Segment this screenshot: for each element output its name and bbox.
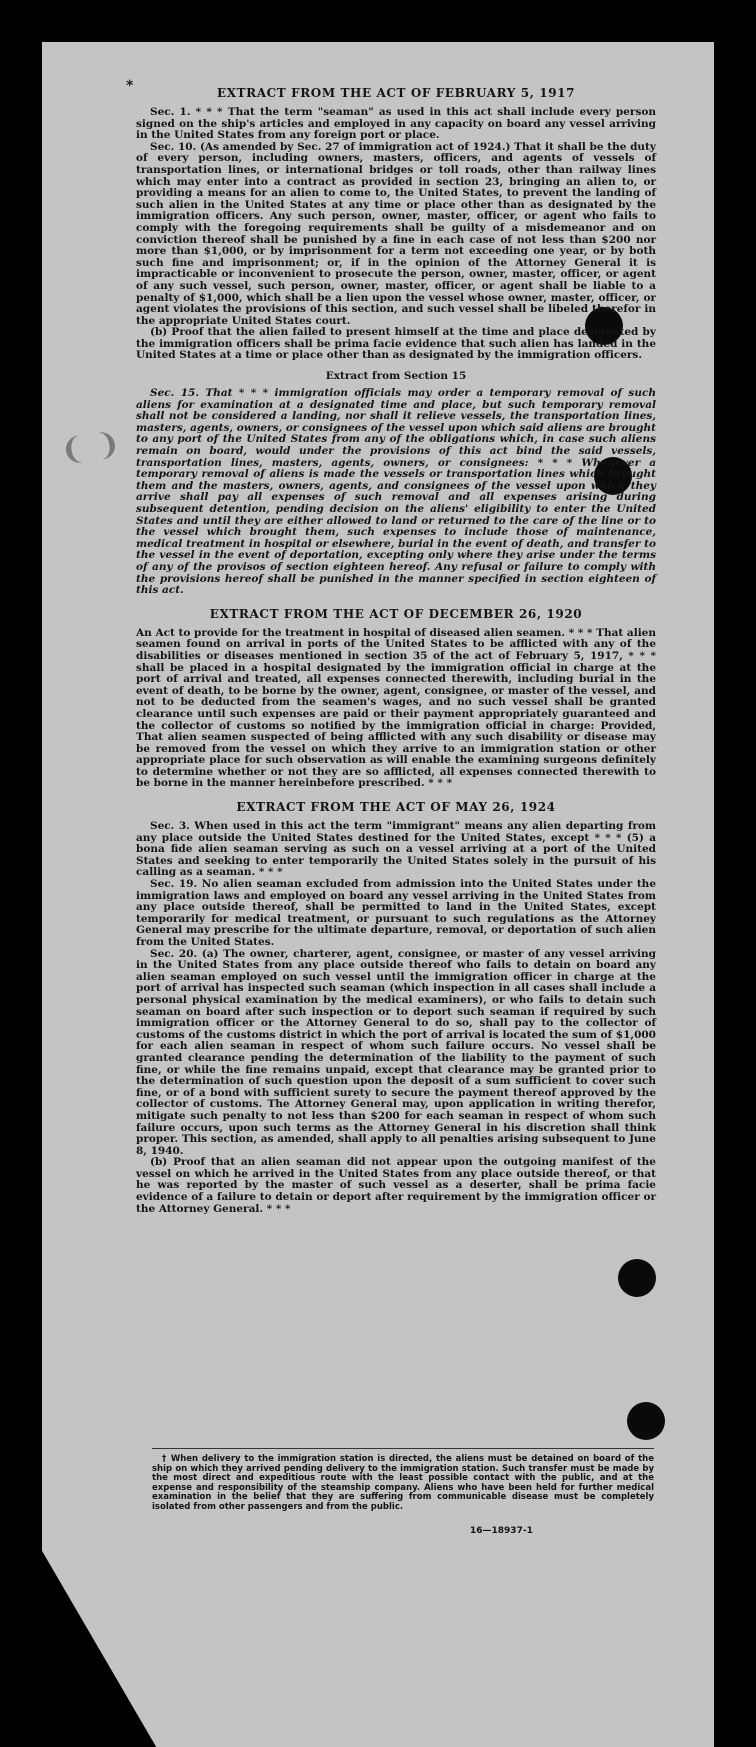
footnote xyxy=(152,1448,654,1513)
paragraph: Sec. 3. When used in this act the term "immigrant" means any alien departing from any place outside the United States destined for the United States, except * * * (5) a bona fide alien seaman serving as such on a vessel arriving at a port of the United States and seeking to enter temporarily the United States solely in the pursuit of his calling as a seaman. * * * xyxy=(136,820,656,879)
section-title: EXTRACT FROM THE ACT OF MAY 26, 1924 xyxy=(236,800,556,815)
paragraph: (b) Proof that an alien seaman did not appear upon the outgoing manifest of the vessel on which he arrived in the United States from any place outside thereof, or that he was reported by the master of such vessel as a deserter, shall be prima facie evidence of a failure to detain or deport after requirement by the immigration officer or the Attorney General. * * * xyxy=(136,1156,656,1215)
paragraph: Sec. 15. That * * * immigration officials may order a temporary removal of such aliens for examination at a designated time and place, but such temporary removal shall not be considered a landing, nor shall it relieve vessels, the transportation lines, masters, agents, owners, or consignees of the vessel upon which said aliens are brought to any port of the United States from any of the obligations which, in case such aliens remain on board, would under the provisions of this act bind the said vessels, transportation lines, masters, agents, owners, or consignees: * * * Whenever a temporary removal of aliens is made the vessels or transportation lines which brought them and the masters, owners, agents, and consignees of the vessel upon which they arrive shall pay all expenses of such removal and all expenses arising during subsequent detention, pending decision on the aliens' eligibility to enter the United States and until they are either allowed to land or returned to the care of the line or to the vessel which brought them, such expenses to include those of maintenance, medical treatment in hospital or elsewhere, burial in the event of death, and transfer to the vessel in the event of deportation, excepting only where they arise under the terms of any of the provisos of section eighteen hereof. Any refusal or failure to comply with the provisions hereof shall be punished in the manner specified in section eighteen of this act. xyxy=(136,387,656,597)
punch-hole xyxy=(618,1259,656,1297)
section-title: EXTRACT FROM THE ACT OF FEBRUARY 5, 1917 xyxy=(216,86,576,100)
paragraph: Sec. 1. * * * That the term "seaman" as used in this act shall include every person signed on the ship's articles and employed in any capacity on board any vessel arriving in the United States from any foreign port or place. xyxy=(136,106,656,142)
punch-hole xyxy=(627,1402,665,1440)
document-body xyxy=(136,86,656,1215)
section-title: EXTRACT FROM THE ACT OF DECEMBER 26, 1920 xyxy=(209,606,583,621)
footnote-text: † When delivery to the immigration station is directed, the aliens must be detained on board of the ship on which they arrived pending delivery to the immigration station. Such transfer must be made by the most direct and expeditious route with the least possible contact with the public, and at the expense and responsibility of the steamship company. Aliens who have been held for further medical examination in the belief that they are suffering from communicable disease must be completely isolated from other passengers and from the public. xyxy=(152,1454,654,1512)
paragraph: Sec. 19. No alien seaman excluded from admission into the United States under the immigration laws and employed on board any vessel arriving in the United States from any place outside thereof, shall be permitted to land in the United States, except temporarily for medical treatment, or pursuant to such regulations as the Attorney General may prescribe for the ultimate departure, removal, or deportation of such alien from the United States. xyxy=(136,878,656,948)
paragraph: An Act to provide for the treatment in hospital of diseased alien seamen. * * * That alien seamen found on arrival in ports of the United States to be afflicted with any of the disabilities or diseases mentioned in section 35 of the act of February 5, 1917, * * * shall be placed in a hospital designated by the immigration official in charge at the port of arrival and treated, all expenses connected therewith, including burial in the event of death, to be borne by the owner, agent, consignee, or master of the vessel, and not to be deducted from the seamen's wages, and no such vessel shall be granted clearance until such expenses are paid or their payment appropriately guaranteed and the collector of customs so notified by the immigration official in charge: Provided, That alien seamen suspected of being afflicted with any such disability or disease may be removed from the vessel on which they arrive to an immigration station or other appropriate place for such observation as will enable the examining surgeons definitely to determine whether or not they are so afflicted, all expenses connected therewith to be borne in the manner hereinbefore prescribed. * * * xyxy=(136,626,656,790)
section-subtitle: Extract from Section 15 xyxy=(325,370,467,383)
margin-mark: * xyxy=(126,78,134,94)
paragraph: Sec. 10. (As amended by Sec. 27 of immigration act of 1924.) That it shall be the duty of every person, including owners, masters, officers, and agents of vessels of transportation lines, or international bridges or toll roads, other than railway lines which may enter into a contract as provided in section 23, bringing an alien to, or providing a means for an alien to come to, the United States, to prevent the landing of such alien in the United States at any time or place other than as designated by the immigration officers. Any such person, owner, master, officer, or agent who fails to comply with the foregoing requirements shall be guilty of a misdemeanor and on conviction thereof shall be punished by a fine in each case of not less than $200 nor more than $1,000, or by imprisonment for a term not exceeding one year, or by both such fine and imprisonment; or, if in the opinion of the Attorney General it is impracticable or inconvenient to prosecute the person, owner, master, officer, or agent of any such vessel, such person, owner, master, officer, or agent shall be liable to a penalty of $1,000, which shall be a lien upon the vessel whose owner, master, officer, or agent violates the provisions of this section, and such vessel shall be libeled therefor in the appropriate United States court. xyxy=(136,140,656,327)
form-number: 16—18937-1 xyxy=(470,1526,533,1536)
faint-stamp-mark: ❨ ❩ xyxy=(57,425,123,470)
paragraph: (b) Proof that the alien failed to present himself at the time and place designated by the immigration officers shall be prima facie evidence that such alien has landed in the United States at a time or place other than as designated by the immigration officers. xyxy=(136,326,656,362)
paragraph: Sec. 20. (a) The owner, charterer, agent, consignee, or master of any vessel arriving in the United States from any place outside thereof who fails to detain on board any alien seaman employed on such vessel until the immigration officer in charge at the port of arrival has inspected such seaman (which inspection in all cases shall include a personal physical examination by the medical examiners), or who fails to detain such seaman on board after such inspection or to deport such seaman if required by such immigration officer or the Attorney General to do so, shall pay to the collector of customs of the customs district in which the port of arrival is located the sum of $1,000 for each alien seaman in respect of whom such failure occurs. No vessel shall be granted clearance pending the determination of the liability to the payment of such fine, or while the fine remains unpaid, except that clearance may be granted prior to the determination of such question upon the deposit of a sum sufficient to cover such fine, or of a bond with sufficient surety to secure the payment thereof approved by the collector of customs. The Attorney General may, upon application in writing therefor, mitigate such penalty to not less than $200 for each seaman in respect of whom such failure occurs, upon such terms as the Attorney General in his discretion shall think proper. This section, as amended, shall apply to all penalties arising subsequent to June 8, 1940. xyxy=(136,947,656,1157)
